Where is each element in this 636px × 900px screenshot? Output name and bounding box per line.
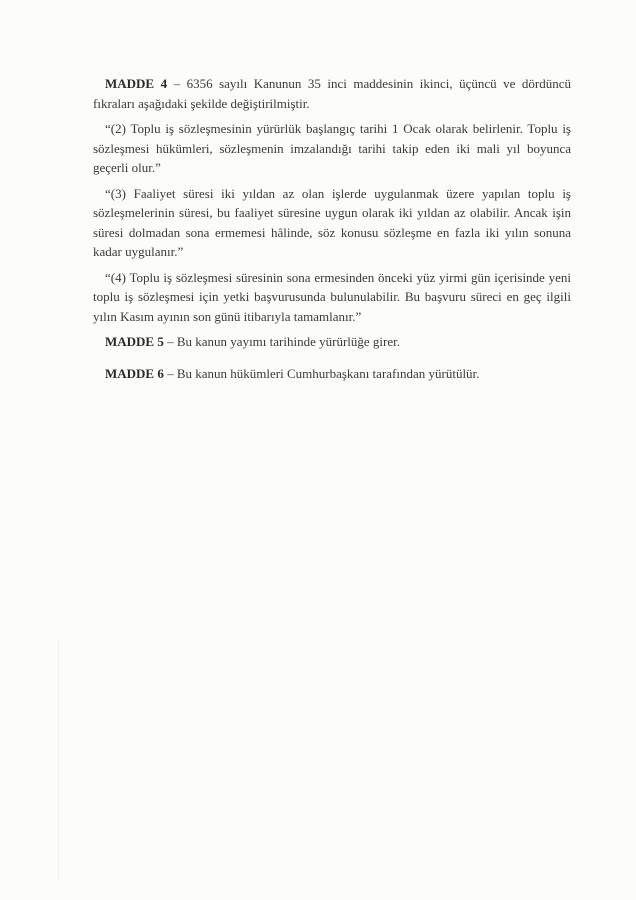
paragraph-3: “(3) Faaliyet süresi iki yıldan az olan işlerde uygulanmak üzere yapılan toplu iş sözleşmelerinin süresi, bu faaliyet süresine uygun olarak iki yıldan az olabilir. Ancak işin süresi dolmadan sona ermemesi hâlinde, söz konusu sözleşme en fazla iki yılın sonuna kadar uygulanır.” xyxy=(93,185,571,259)
article-6-text: – Bu kanun hükümleri Cumhurbaşkanı tarafından yürütülür. xyxy=(163,365,480,381)
document-body xyxy=(93,72,571,395)
article-6-label: MADDE 6 xyxy=(105,365,164,381)
paragraph-2: “(2) Toplu iş sözleşmesinin yürürlük başlangıç tarihi 1 Ocak olarak belirlenir. Toplu iş sözleşmesi hükümleri, sözleşmenin imzalandığı tarihi takip eden iki mali yıl boyunca geçerli olur.” xyxy=(93,121,571,175)
article-6 xyxy=(93,364,571,384)
article-5 xyxy=(93,332,571,352)
article-4 xyxy=(93,74,571,113)
article-4-text: – 6356 sayılı Kanunun 35 inci maddesinin ikinci, üçüncü ve dördüncü fıkraları aşağıdaki şekilde değiştirilmiştir. xyxy=(93,76,572,111)
scan-artifact xyxy=(58,640,59,880)
article-5-text: – Bu kanun yayımı tarihinde yürürlüğe girer. xyxy=(163,334,400,349)
article-5-label: MADDE 5 xyxy=(105,334,164,349)
article-4-label: MADDE 4 xyxy=(105,76,168,91)
paragraph-4: “(4) Toplu iş sözleşmesi süresinin sona ermesinden önceki yüz yirmi gün içerisinde yeni toplu iş sözleşmesi için yetki başvurusunda bulunulabilir. Bu başvuru süreci en geç ilgili yılın Kasım ayının son günü itibarıyla tamamlanır.” xyxy=(93,269,571,324)
